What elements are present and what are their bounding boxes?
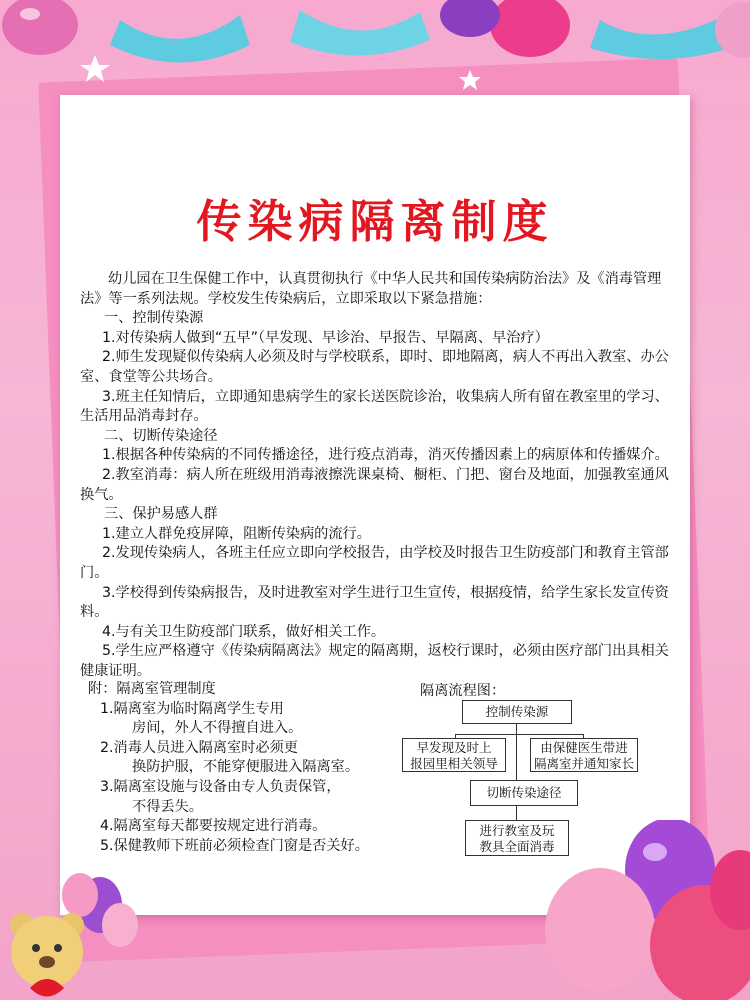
teddy-bear-decoration (0, 870, 150, 1000)
teddy-bear-icon (10, 913, 84, 997)
top-decoration (0, 0, 750, 100)
balloon-icon (545, 820, 750, 1000)
flow-node-line: 隔离室并通知家长 (533, 756, 634, 771)
list-item: 4.隔离室每天都要按规定进行消毒。 (100, 818, 327, 835)
flowchart-title: 隔离流程图： (420, 683, 506, 699)
list-item: 5.学生应严格遵守《传染病隔离法》规定的隔离期，返校行课时，必须由医疗部门出具相关健康证明。 (80, 643, 669, 679)
page-title: 传染病隔离制度 (196, 195, 554, 248)
list-item: 2.师生发现疑似传染病人必须及时与学校联系，即时、即地隔离，病人不再出入教室、办公室、食堂等公共场合。 (80, 349, 669, 385)
list-item: 4.与有关卫生防疫部门联系，做好相关工作。 (102, 623, 386, 640)
list-item: 1.根据各种传染病的不同传播途径，进行疫点消毒，消灭传播因素上的病原体和传播媒介。 (102, 447, 669, 464)
flow-node-isolate (530, 738, 638, 772)
balloon-icon (2, 0, 78, 55)
list-item: 2.教室消毒：病人所在班级用消毒液擦洗课桌椅、橱柜、门把、窗台及地面，加强教室通风换气。 (80, 466, 669, 503)
list-item: 1.隔离室为临时隔离学生专用 (100, 700, 284, 717)
intro-paragraph: 幼儿园在卫生保健工作中，认真贯彻执行《中华人民共和国传染病防治法》及《消毒管理法》等一系列法规。学校发生传染病后，立即采取以下紧急措施： (80, 271, 662, 307)
flow-connector (516, 724, 517, 780)
section-heading: 二、切断传染途径 (104, 427, 218, 444)
list-item: 5.保健教师下班前必须检查门窗是否关好。 (100, 837, 369, 854)
section-heading: 三、保护易感人群 (104, 506, 218, 523)
list-item-continuation: 换防护服，不能穿便服进入隔离室。 (132, 759, 360, 776)
list-item: 3.学校得到传染病报告，及时进教室对学生进行卫生宣传，根据疫情，给学生家长发宣传资料。 (80, 584, 669, 621)
flow-connector (455, 734, 583, 735)
list-item: 3.班主任知情后，立即通知患病学生的家长送医院诊治，收集病人所有留在教室里的学习、生活用品消毒封存。 (80, 388, 669, 425)
flow-node-disinfect (465, 820, 569, 856)
flow-node-line: 教具全面消毒 (479, 839, 555, 854)
section-heading: 一、控制传染源 (104, 310, 204, 327)
flow-node-source: 控制传染源 (462, 700, 572, 724)
flow-connector (516, 806, 517, 820)
flow-node-route: 切断传染途径 (470, 780, 578, 806)
list-item-continuation: 房间，外人不得擅自进入。 (132, 720, 303, 737)
list-item: 3.隔离室设施与设备由专人负责保管， (100, 778, 341, 795)
star-icon (80, 55, 481, 90)
flow-node-line: 早发现及时上 (416, 740, 492, 755)
flow-node-line: 由保健医生带进 (540, 740, 628, 755)
flow-node-report (402, 738, 506, 772)
list-item: 2.消毒人员进入隔离室时必须更 (100, 739, 298, 756)
list-item-continuation: 不得丢失。 (132, 798, 203, 815)
appendix-heading: 附：隔离室管理制度 (88, 681, 216, 697)
flow-node-line: 报园里相关领导 (410, 756, 498, 771)
ribbon-icon (110, 10, 730, 63)
list-item: 2.发现传染病人，各班主任应立即向学校报告，由学校及时报告卫生防疫部门和教育主管部门。 (80, 545, 669, 581)
list-item: 1.对传染病人做到“五早”（早发现、早诊治、早报告、早隔离、早治疗） (102, 329, 549, 346)
appendix (88, 680, 398, 856)
flow-node-line: 进行教室及玩 (479, 823, 555, 838)
regulation-body (80, 270, 680, 681)
list-item: 1.建立人群免疫屏障，阻断传染病的流行。 (102, 525, 371, 542)
